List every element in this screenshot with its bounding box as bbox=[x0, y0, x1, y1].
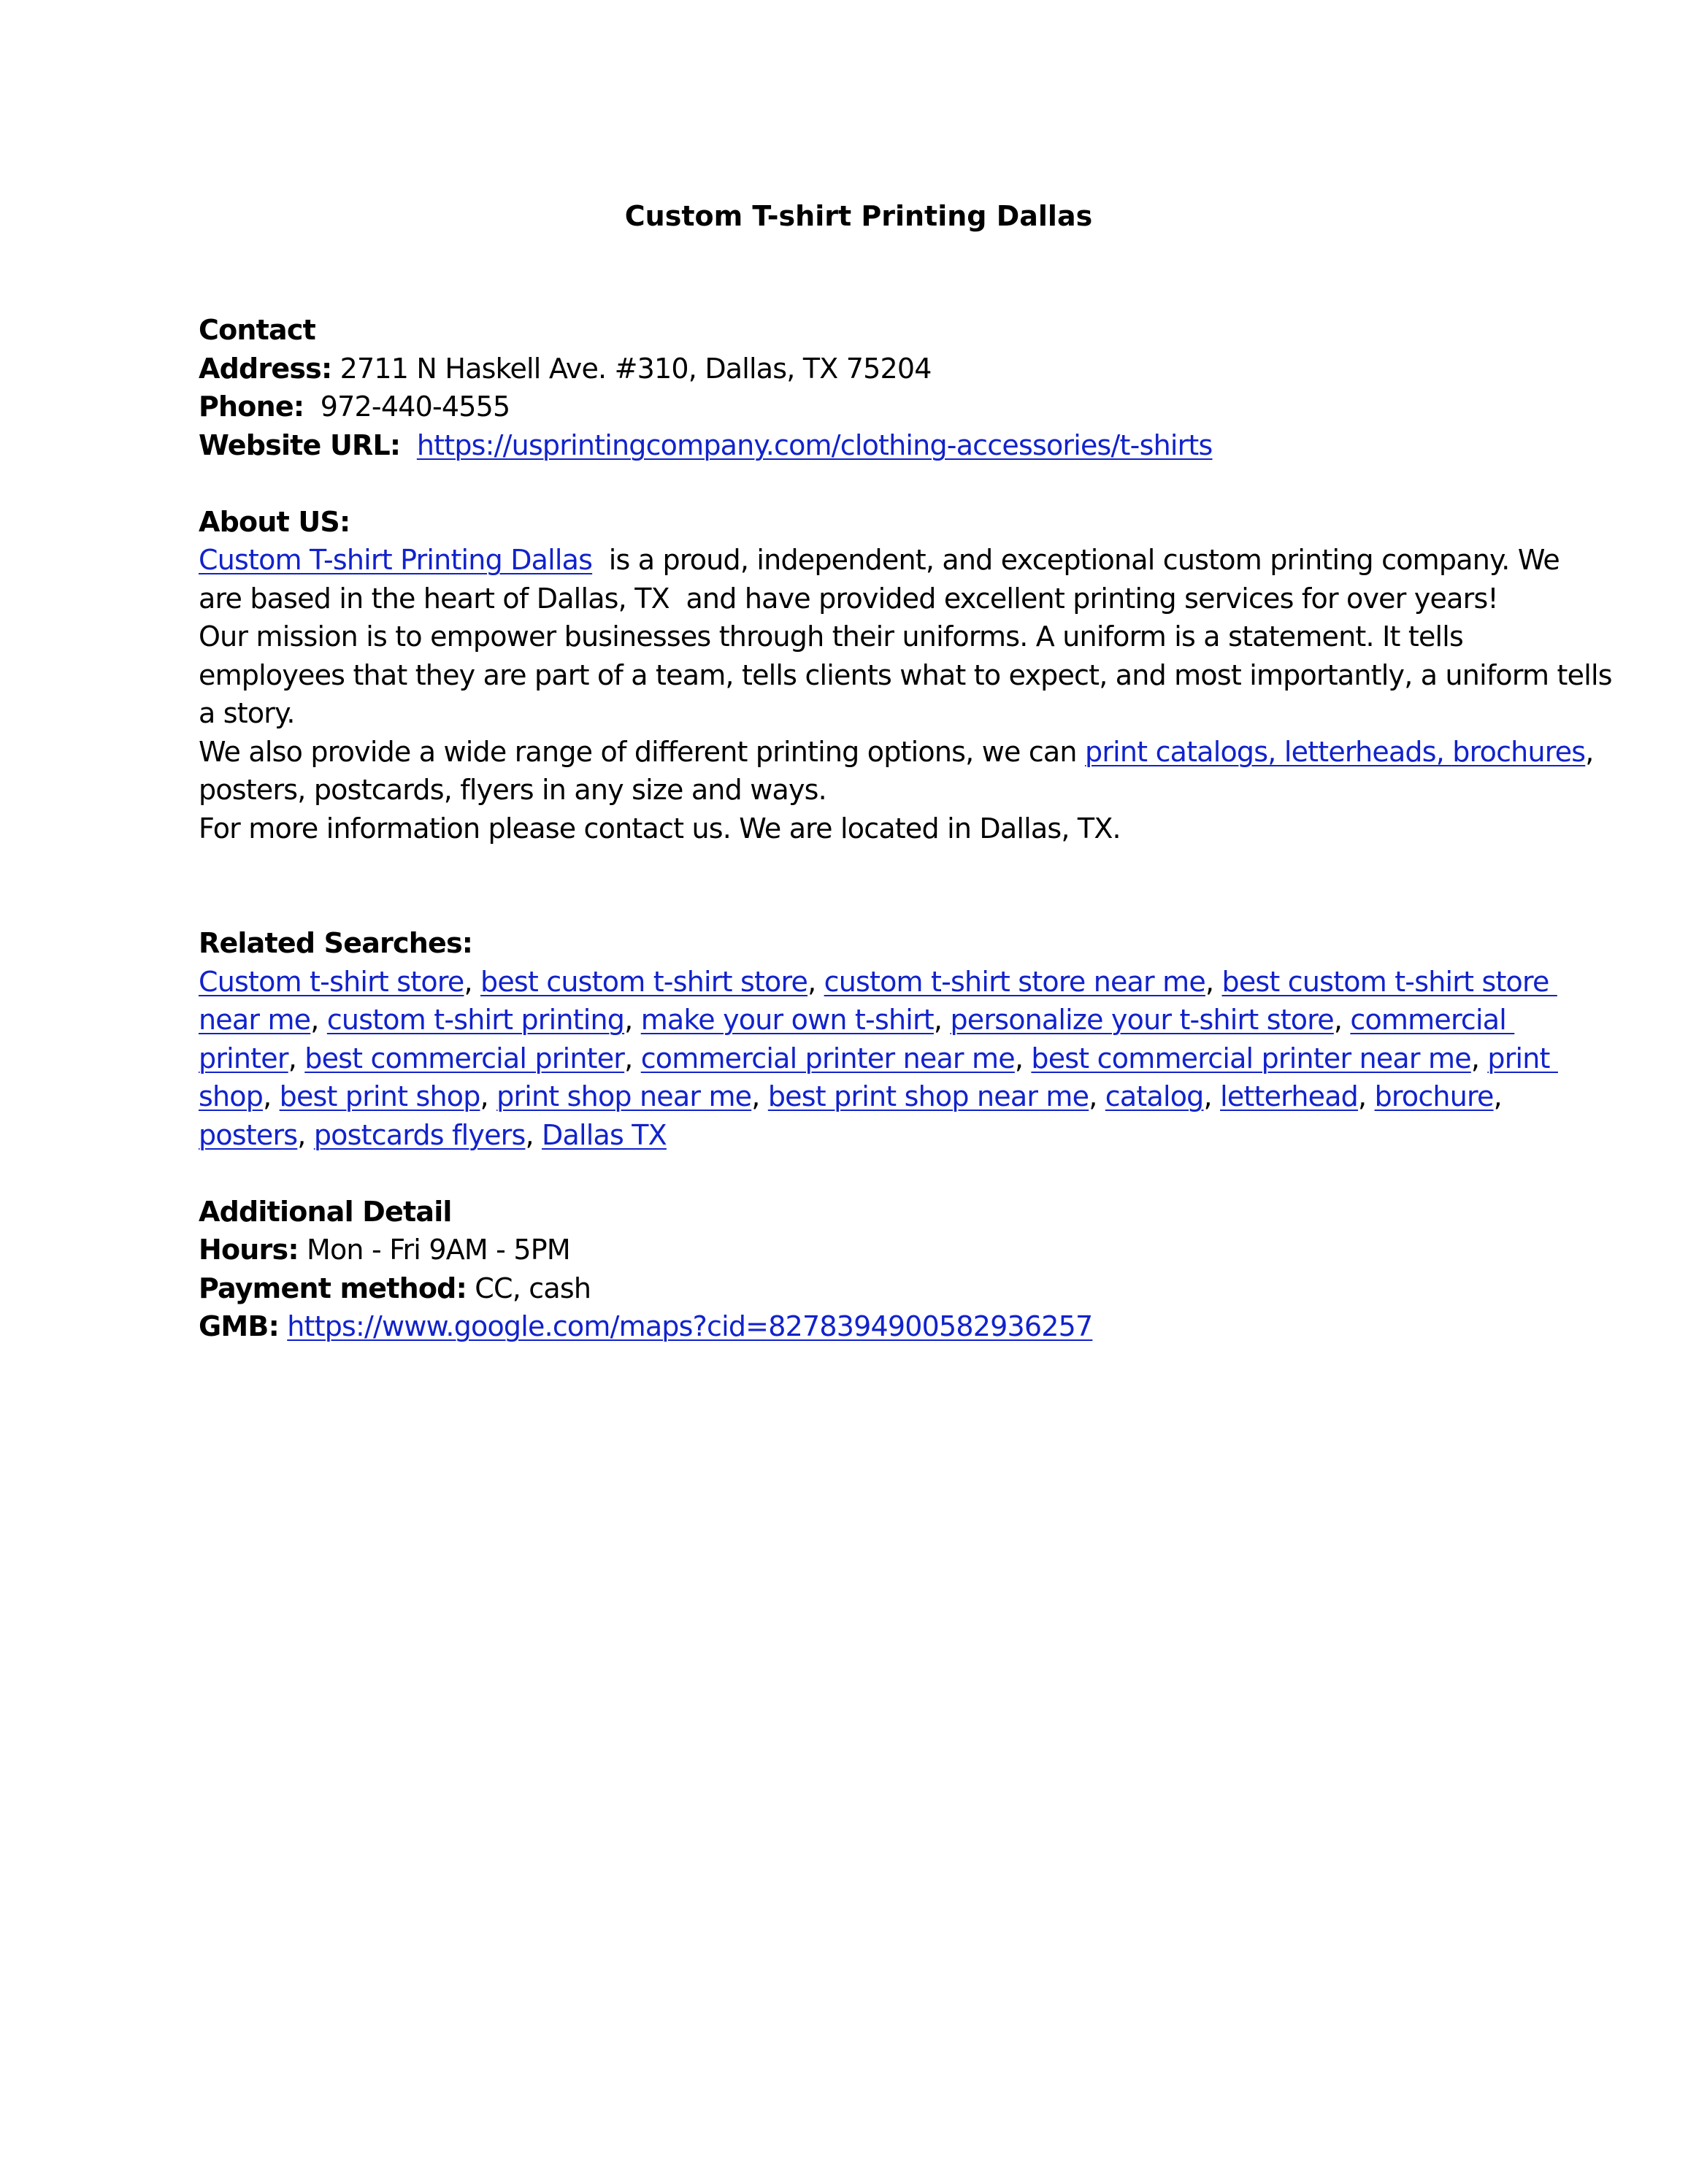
phone-line bbox=[199, 388, 1498, 426]
gmb-label: GMB: bbox=[199, 1310, 279, 1342]
contact-heading: Contact bbox=[199, 314, 315, 346]
related-link[interactable]: letterhead bbox=[1220, 1080, 1359, 1112]
related-link[interactable]: custom t-shirt printing bbox=[326, 1004, 625, 1036]
about-line-3: Our mission is to empower businesses through their uniforms. A uniform is a statement. It tells bbox=[199, 620, 1464, 653]
related-link[interactable]: postcards flyers bbox=[313, 1118, 526, 1151]
about-line-1 bbox=[199, 541, 1560, 580]
related-link[interactable]: brochure bbox=[1374, 1080, 1494, 1112]
spacer bbox=[199, 464, 1498, 503]
related-link[interactable]: custom t-shirt store near me bbox=[824, 965, 1205, 998]
about-heading: About US: bbox=[199, 505, 350, 538]
address-line bbox=[199, 350, 1498, 388]
related-line-1: Custom t-shirt store, best custom t-shirt store, custom t-shirt store near me, best custom t-shirt store bbox=[199, 965, 1557, 998]
related-link[interactable]: best print shop near me bbox=[767, 1080, 1089, 1112]
related-link[interactable]: personalize your t-shirt store bbox=[950, 1004, 1334, 1036]
related-line-4: shop, best print shop, print shop near me, best print shop near me, catalog, letterhead, brochure, bbox=[199, 1080, 1502, 1112]
about-line-5: a story. bbox=[199, 697, 295, 729]
payment-value: CC, cash bbox=[475, 1272, 591, 1304]
phone-value: 972-440-4555 bbox=[320, 391, 510, 423]
website-link[interactable]: https://usprintingcompany.com/clothing-accessories/t-shirts bbox=[416, 428, 1213, 461]
address-value: 2711 N Haskell Ave. #310, Dallas, TX 75204 bbox=[339, 352, 932, 385]
about-line-6 bbox=[199, 733, 1594, 772]
related-line-5: posters, postcards flyers, Dallas TX bbox=[199, 1118, 667, 1151]
about-line-8: For more information please contact us. We are located in Dallas, TX. bbox=[199, 812, 1121, 845]
related-link[interactable]: Custom t-shirt store bbox=[199, 965, 464, 998]
related-link[interactable]: printer bbox=[199, 1042, 288, 1074]
about-line-7: posters, postcards, flyers in any size and ways. bbox=[199, 774, 826, 806]
hours-value: Mon - Fri 9AM - 5PM bbox=[307, 1234, 570, 1266]
related-link[interactable]: best commercial printer bbox=[304, 1042, 625, 1074]
related-link[interactable]: near me bbox=[199, 1004, 311, 1036]
gmb-line bbox=[199, 1307, 1498, 1346]
website-line bbox=[199, 426, 1498, 465]
related-link[interactable]: best commercial printer near me bbox=[1031, 1042, 1471, 1074]
additional-heading: Additional Detail bbox=[199, 1195, 452, 1228]
spacer bbox=[199, 847, 1498, 924]
related-link[interactable]: print shop near me bbox=[496, 1080, 752, 1112]
related-link[interactable]: shop bbox=[199, 1080, 264, 1112]
related-line-2: near me, custom t-shirt printing, make your own t-shirt, personalize your t-shirt store, commercial bbox=[199, 1004, 1515, 1036]
related-link[interactable]: posters bbox=[199, 1118, 298, 1151]
about-text-6: We also provide a wide range of different printing options, we can bbox=[199, 735, 1077, 768]
related-link[interactable]: commercial bbox=[1350, 1004, 1515, 1036]
related-link[interactable]: Dallas TX bbox=[542, 1118, 667, 1151]
spacer bbox=[199, 1154, 1498, 1193]
document-body bbox=[199, 311, 1612, 1346]
about-company-link[interactable]: Custom T-shirt Printing Dallas bbox=[199, 544, 593, 576]
about-line-2: are based in the heart of Dallas, TX and have provided excellent printing services for over years! bbox=[199, 582, 1498, 615]
related-link[interactable]: best custom t-shirt store bbox=[480, 965, 808, 998]
related-line-3: printer, best commercial printer, commercial printer near me, best commercial printer near me, print bbox=[199, 1042, 1558, 1074]
related-link[interactable]: make your own t-shirt bbox=[640, 1004, 934, 1036]
payment-line bbox=[199, 1269, 1498, 1308]
page-title: Custom T-shirt Printing Dallas bbox=[624, 200, 1093, 232]
address-label: Address: bbox=[199, 352, 332, 385]
related-heading: Related Searches: bbox=[199, 927, 473, 959]
website-label: Website URL: bbox=[199, 428, 401, 461]
related-link[interactable]: best print shop bbox=[279, 1080, 480, 1112]
related-link[interactable]: print bbox=[1487, 1042, 1558, 1074]
payment-label: Payment method: bbox=[199, 1272, 467, 1304]
about-text-1: is a proud, independent, and exceptional custom printing company. We bbox=[608, 544, 1560, 576]
related-link[interactable]: commercial printer near me bbox=[640, 1042, 1015, 1074]
about-line-4: employees that they are part of a team, tells clients what to expect, and most importantly, a uniform tells bbox=[199, 658, 1612, 691]
hours-line bbox=[199, 1231, 1498, 1269]
hours-label: Hours: bbox=[199, 1234, 299, 1266]
print-catalogs-link[interactable]: print catalogs, letterheads, brochures bbox=[1085, 735, 1586, 768]
related-link[interactable]: best custom t-shirt store bbox=[1221, 965, 1557, 998]
phone-label: Phone: bbox=[199, 391, 304, 423]
about-comma: , bbox=[1585, 735, 1594, 768]
related-link[interactable]: catalog bbox=[1105, 1080, 1204, 1112]
gmb-link[interactable]: https://www.google.com/maps?cid=8278394900582936257 bbox=[287, 1310, 1093, 1342]
